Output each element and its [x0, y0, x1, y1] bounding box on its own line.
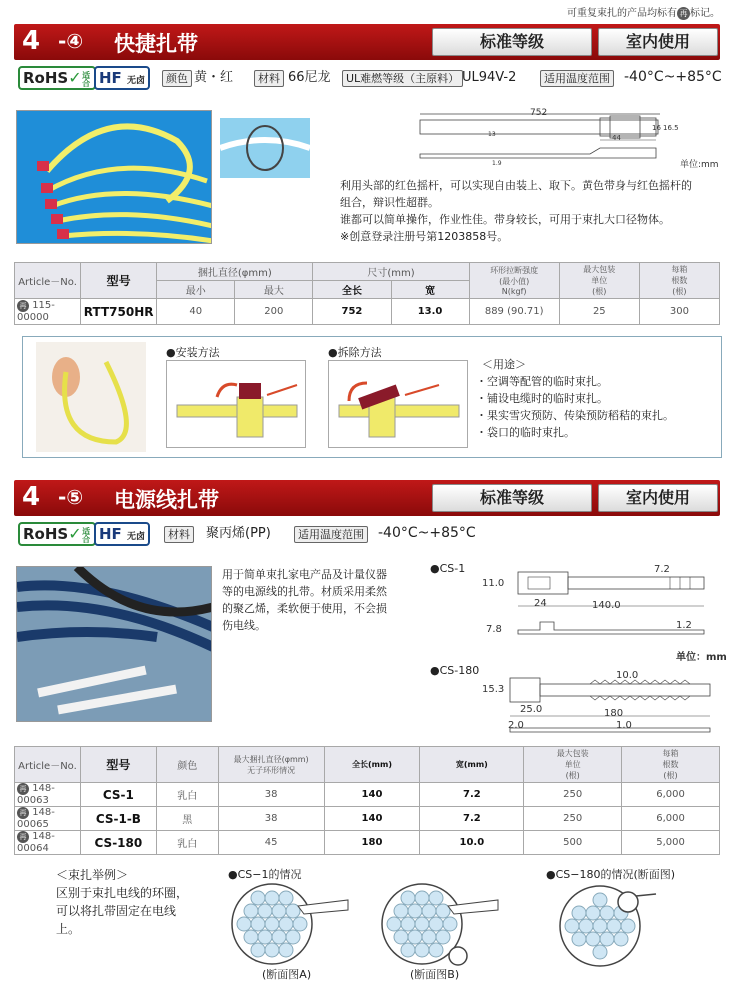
ul-value: UL94V-2: [462, 70, 517, 85]
power-cord-tie-description: 用于简单束扎家电产品及计量仪器 等的电源线的扎带。材质采用柔然 的聚乙烯，柔软便于使用，不会损 伤电线。: [222, 568, 387, 632]
section-number: 4: [22, 26, 41, 56]
cross-section-a: [228, 880, 358, 968]
section-subnumber: -⑤: [58, 485, 84, 509]
quick-tie-description: 利用头部的红色摇杆，可以实现自由装上、取下。黄色带身与红色摇杆的 组合，辩识性超群。 谁都可以简单操作，作业性佳。带身较长，可用于束扎大口径物体。 ※创意登录注册号第1203858号。: [340, 179, 692, 243]
section-number: 4: [22, 482, 41, 512]
use-badge: 室内使用: [598, 28, 718, 56]
temp-label: 适用温度范围: [294, 526, 368, 543]
grade-badge: 标准等级: [432, 484, 592, 512]
table-row: 再 148-00064 CS-180 乳白 45 180 10.0 500 5,000: [15, 831, 720, 855]
list-item: ・铺设电缆时的临时束扎。: [476, 392, 608, 405]
temp-value: -40°C~+85°C: [624, 69, 722, 85]
section-header-quick-tie: [14, 24, 720, 60]
case-cs180-label: ●CS−180的情况(断面图): [546, 868, 676, 881]
temp-label: 适用温度范围: [540, 70, 614, 87]
usage-list: ＜用途＞ ・空调等配管的临时束扎。 ・铺设电缆时的临时束扎。 ・果实雪灾预防、传染预防稻秸的束扎。 ・袋口的临时束扎。: [476, 356, 716, 441]
caption-a: (断面图A): [262, 968, 312, 981]
cross-section-cs180: [556, 880, 686, 968]
cs180-drawing-label: ●CS-180: [430, 664, 480, 677]
material-label: 材料: [254, 70, 284, 87]
reuse-mark-icon: 再: [17, 807, 29, 819]
install-drawing: [166, 360, 306, 448]
reuse-mark-icon: 再: [17, 783, 29, 795]
hf-badge: HF 无卤: [94, 522, 150, 546]
check-icon: ✓: [68, 524, 82, 543]
power-cord-tie-spec-table: Article－No. 型号 颜色 最大捆扎直径(φmm) 无子环形情况 全长(mm) 宽(mm) 最大包装 单位 (根) 每箱 根数 (根) 再 148-00063 CS-1 乳白 38 140 7.2 250 6,000 再 148-00065 CS-1-B 黑 38 140 7.2 250 6,000 再 148-00064 CS-180 乳白 45 180 10.0 500 5,000: [14, 746, 720, 855]
rohs-badge: RoHS✓适合: [18, 522, 96, 546]
product-photo-power-cord-tie: [16, 566, 212, 722]
cross-section-b: [378, 880, 508, 968]
ul-label: UL难燃等级（主原料）: [342, 70, 463, 87]
color-value: 黄・红: [194, 70, 234, 85]
section-header-power-cord-tie: [14, 480, 720, 516]
quick-tie-spec-table: Article－No. 型号 捆扎直径(φmm) 尺寸(mm) 环形拉断强度 (最小值) N(kgf) 最大包装 单位 (根) 每箱 根数 (根) 最小 最大 全长 宽 再 115-00000 RTT750HR 40 200 752 13.0 889 (90.71) 25 300: [14, 262, 720, 325]
quick-tie-drawing: [410, 108, 720, 172]
table-row: 再 115-00000 RTT750HR 40 200 752 13.0 889 (90.71) 25 300: [15, 299, 720, 325]
reuse-mark-icon: 再: [677, 7, 690, 20]
color-label: 颜色: [162, 70, 192, 87]
use-badge: 室内使用: [598, 484, 718, 512]
quick-tie-illustration: [17, 111, 212, 244]
table-row: 再 148-00065 CS-1-B 黑 38 140 7.2 250 6,000: [15, 807, 720, 831]
cs1-drawing-label: ●CS-1: [430, 562, 466, 575]
material-value: 66尼龙: [288, 70, 331, 85]
remove-caption: ●拆除方法: [328, 346, 382, 359]
list-item: ・果实雪灾预防、传染预防稻秸的束扎。: [476, 409, 674, 422]
table-row: 再 148-00063 CS-1 乳白 38 140 7.2 250 6,000: [15, 783, 720, 807]
product-photo-quick-tie: [16, 110, 212, 244]
reuse-mark-icon: 再: [17, 831, 29, 843]
pipe-binding-illustration: [220, 112, 310, 184]
check-icon: ✓: [68, 68, 82, 87]
install-caption: ●安装方法: [166, 346, 220, 359]
temp-value: -40°C~+85°C: [378, 525, 476, 541]
rohs-badge: RoHS✓适合: [18, 66, 96, 90]
hf-badge: HF 无卤: [94, 66, 150, 90]
caption-b: (断面图B): [410, 968, 460, 981]
binding-example: ＜束扎举例＞ 区别于束扎电线的环圈， 可以将扎带固定在电线 上。: [56, 868, 189, 936]
material-value: 聚丙烯(PP): [206, 526, 271, 541]
material-label: 材料: [164, 526, 194, 543]
grade-badge: 标准等级: [432, 28, 592, 56]
list-item: ・空调等配管的临时束扎。: [476, 375, 608, 388]
section-title: 电源线扎带: [114, 488, 219, 512]
hand-photo: [36, 342, 146, 452]
remove-drawing: [328, 360, 468, 448]
section-subnumber: -④: [58, 29, 84, 53]
list-item: ・袋口的临时束扎。: [476, 426, 575, 439]
top-note: 可重复束扎的产品均标有 再 标记。: [567, 8, 720, 19]
section-title: 快捷扎带: [114, 32, 198, 56]
case-cs1-label: ●CS−1的情况: [228, 868, 302, 881]
reuse-mark-icon: 再: [17, 300, 29, 312]
